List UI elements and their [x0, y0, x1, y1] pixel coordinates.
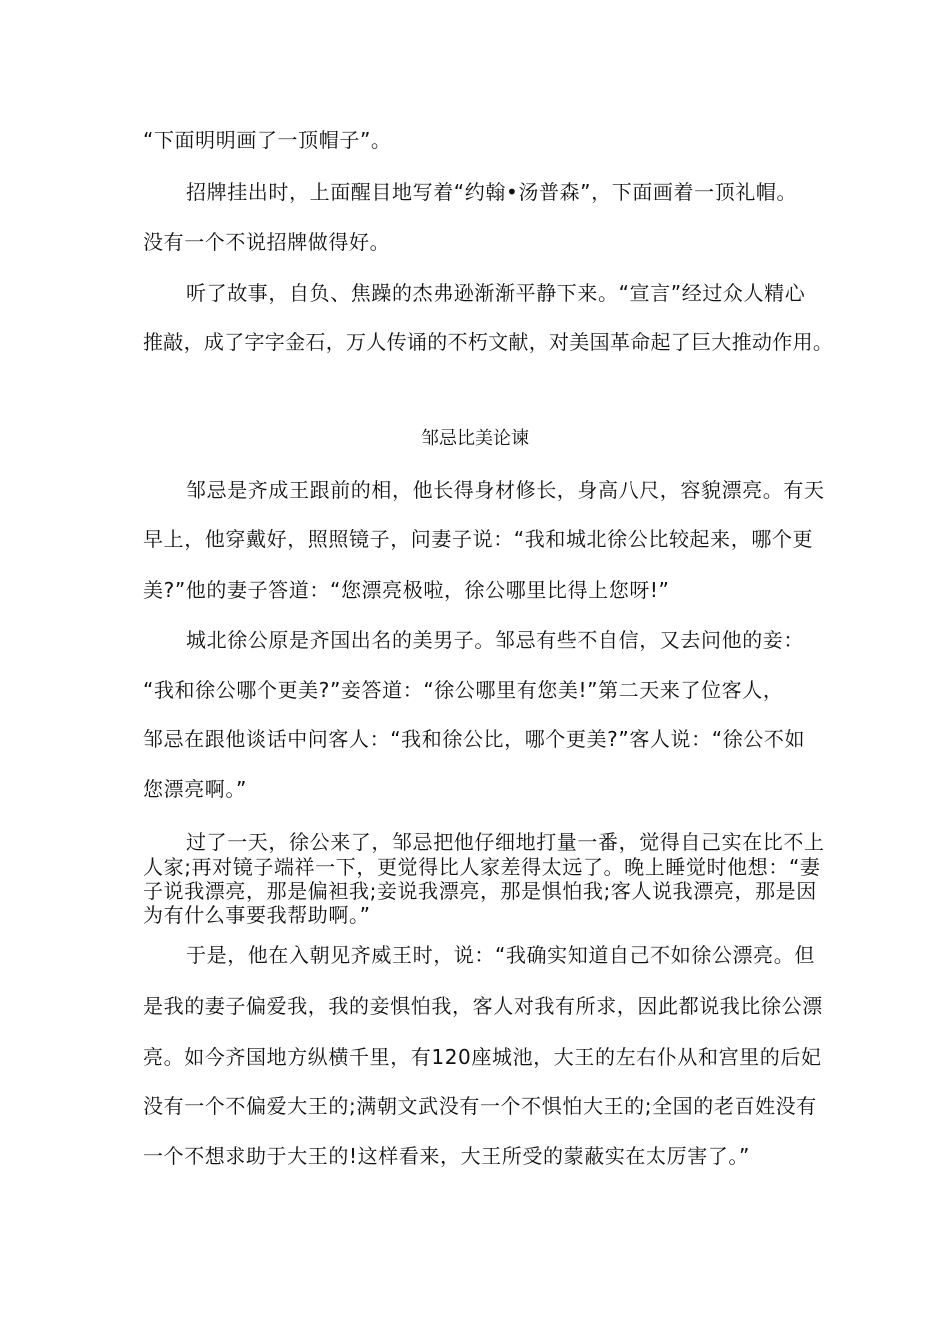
paragraph-line: 美?”他的妻子答道：“您漂亮极啦，徐公哪里比得上您呀!”: [143, 578, 670, 602]
paragraph-line: 推敲，成了字字金石，万人传诵的不朽文献，对美国革命起了巨大推动作用。: [143, 330, 834, 354]
paragraph-line: 是我的妻子偏爱我，我的妾惧怕我，客人对我有所求，因此都说我比徐公漂: [143, 994, 823, 1018]
paragraph-line: 于是，他在入朝见齐威王时，说：“我确实知道自己不如徐公漂亮。但: [186, 943, 815, 967]
section-title: 邹忌比美论谏: [421, 428, 529, 449]
paragraph-line: 早上，他穿戴好，照照镜子，问妻子说：“我和城北徐公比较起来，哪个更: [143, 527, 814, 551]
paragraph-line: 没有一个不说招牌做得好。: [143, 230, 391, 254]
paragraph-line: “我和徐公哪个更美?”妾答道：“徐公哪里有您美!”第二天来了位客人，: [143, 678, 784, 702]
paragraph-line: “下面明明画了一顶帽子”。: [143, 128, 392, 152]
paragraph-line: 为有什么事要我帮助啊。”: [143, 903, 371, 927]
paragraph-line: 您漂亮啊。”: [143, 777, 247, 801]
paragraph-line: 城北徐公原是齐国出名的美男子。邹忌有些不自信，又去问他的妾：: [186, 628, 804, 652]
paragraph-line: 没有一个不偏爱大王的;满朝文武没有一个不惧怕大王的;全国的老百姓没有: [143, 1094, 817, 1118]
paragraph-line: 一个不想求助于大王的!这样看来，大王所受的蒙蔽实在太厉害了。”: [143, 1144, 750, 1168]
paragraph-line: 人家;再对镜子端祥一下，更觉得比人家差得太远了。晚上睡觉时他想：“妻: [143, 855, 821, 879]
paragraph-line: 子说我漂亮，那是偏袒我;妾说我漂亮，那是惧怕我;客人说我漂亮，那是因: [143, 879, 817, 903]
paragraph-line: 过了一天，徐公来了，邹忌把他仔细地打量一番，觉得自己实在比不上: [186, 830, 825, 854]
paragraph-line: 亮。如今齐国地方纵横千里，有120座城池，大王的左右仆从和宫里的后妃: [143, 1045, 822, 1069]
paragraph-line: 邹忌是齐成王跟前的相，他长得身材修长，身高八尺，容貌漂亮。有天: [186, 478, 825, 502]
paragraph-line: 邹忌在跟他谈话中问客人：“我和徐公比，哪个更美?”客人说：“徐公不如: [143, 727, 806, 751]
paragraph-line: 听了故事，自负、焦躁的杰弗逊渐渐平静下来。“宣言”经过众人精心: [186, 281, 806, 305]
paragraph-line: 招牌挂出时，上面醒目地写着“约翰•汤普森”，下面画着一顶礼帽。: [186, 180, 798, 204]
